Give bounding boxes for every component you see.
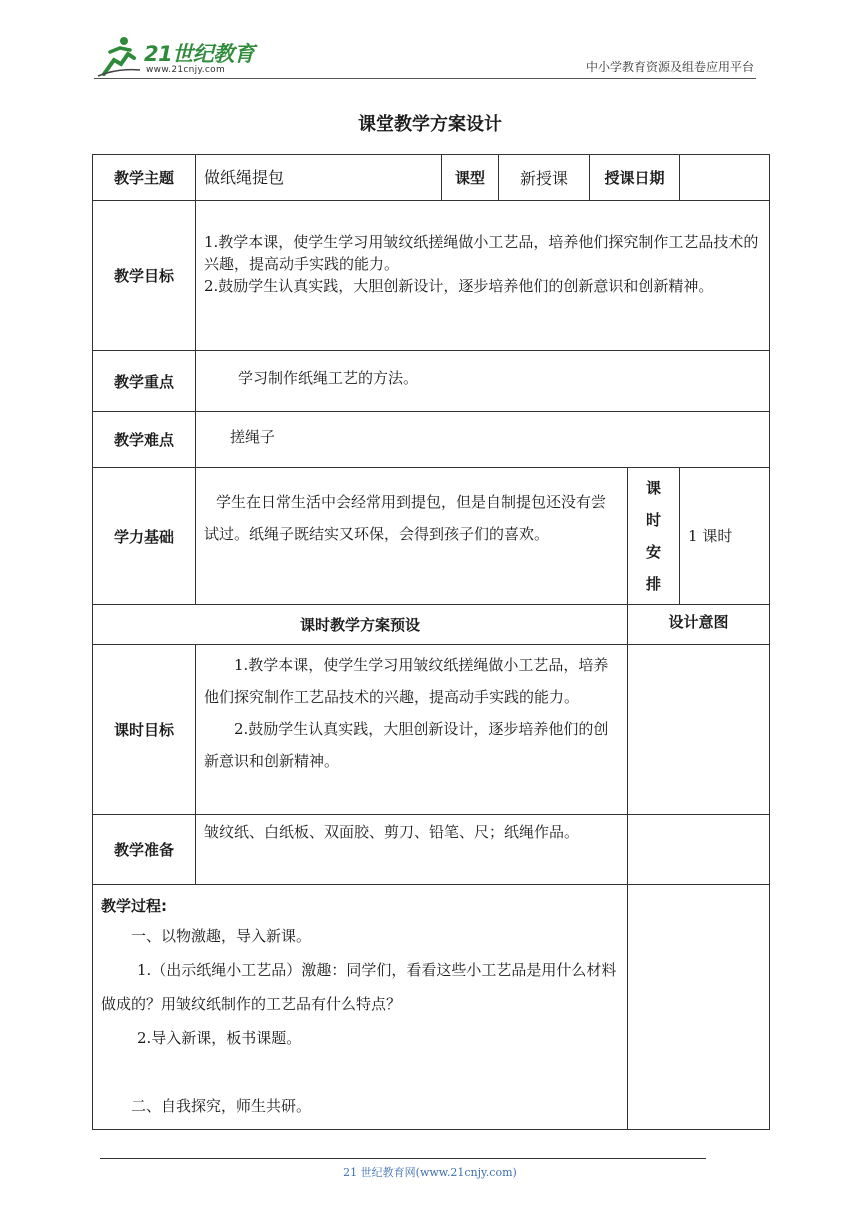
lesson-goal-label: 课时目标 [93,645,196,815]
date-label: 授课日期 [590,155,680,201]
objective-item: 1.教学本课，使学生学习用皱纹纸搓绳做小工艺品，培养他们探究制作工艺品技术的兴趣，提高动手实践的能力。 [204,233,759,273]
keypoint-value: 学习制作纸绳工艺的方法。 [196,351,770,412]
lesson-plan-table [92,154,770,1130]
document-title: 课堂教学方案设计 [358,114,502,135]
lesson-goals-cell [196,645,628,815]
process-title: 教学过程: [101,897,167,915]
prep-label: 教学准备 [93,815,196,885]
schedule-char: 安 [646,543,662,561]
prep-value: 皱纹纸、白纸板、双面胶、剪刀、铅笔、尺；纸绳作品。 [196,815,628,885]
basis-value: 学生在日常生活中会经常用到提包，但是自制提包还没有尝试过。纸绳子既结实又环保，会得到孩子们的喜欢。 [196,468,628,605]
table-row [93,351,770,412]
difficulty-label: 教学难点 [93,412,196,468]
table-row [93,412,770,468]
logo-url: www.21cnjy.com [146,65,226,75]
schedule-char: 课 [646,479,662,497]
prep-intent [628,815,770,885]
table-row [93,645,770,815]
footer-text: 21 世纪教育网(www.21cnjy.com) [343,1166,517,1179]
objective-item: 2.鼓励学生认真实践，大胆创新设计，逐步培养他们的创新意识和创新精神。 [204,277,714,295]
topic-label: 教学主题 [93,155,196,201]
lesson-goal-item: 2.鼓励学生认真实践，大胆创新设计，逐步培养他们的创新意识和创新精神。 [204,720,609,770]
schedule-char: 排 [646,575,662,593]
table-row [93,885,770,1130]
table-row [93,815,770,885]
process-intent [628,885,770,1130]
logo [94,34,294,78]
table-row [93,605,770,645]
table-row [93,201,770,351]
schedule-value: 1 课时 [680,468,770,605]
process-step: 2.导入新课，板书课题。 [137,1029,302,1047]
schedule-label [628,468,680,605]
objectives-cell [196,201,770,351]
runner-logo-icon [94,34,144,78]
type-label: 课型 [442,155,499,201]
logo-text: 21世纪教育 [144,42,255,66]
lesson-goal-item: 1.教学本课，使学生学习用皱纹纸搓绳做小工艺品，培养他们探究制作工艺品技术的兴趣，提高动手实践的能力。 [204,656,609,706]
table-row [93,468,770,605]
intent-header: 设计意图 [628,605,770,645]
platform-name: 中小学教育资源及组卷应用平台 [585,60,754,74]
footer-divider [100,1158,706,1159]
process-step: 一、以物激趣，导入新课。 [131,927,312,945]
keypoint-label: 教学重点 [93,351,196,412]
objectives-label: 教学目标 [93,201,196,351]
type-value: 新授课 [499,155,590,201]
process-step: 二、自我探究，师生共研。 [131,1097,312,1115]
basis-label: 学力基础 [93,468,196,605]
table-row [93,155,770,201]
process-cell [93,885,628,1130]
difficulty-value: 搓绳子 [196,412,770,468]
plan-header: 课时教学方案预设 [93,605,628,645]
topic-value: 做纸绳提包 [196,155,442,201]
lesson-goal-intent [628,645,770,815]
page-header [94,30,756,79]
schedule-char: 时 [646,511,662,529]
process-step: 1.（出示纸绳小工艺品）激趣：同学们，看看这些小工艺品是用什么材料做成的？用皱纹纸制作的工艺品有什么特点？ [101,961,617,1013]
date-value [680,155,770,201]
